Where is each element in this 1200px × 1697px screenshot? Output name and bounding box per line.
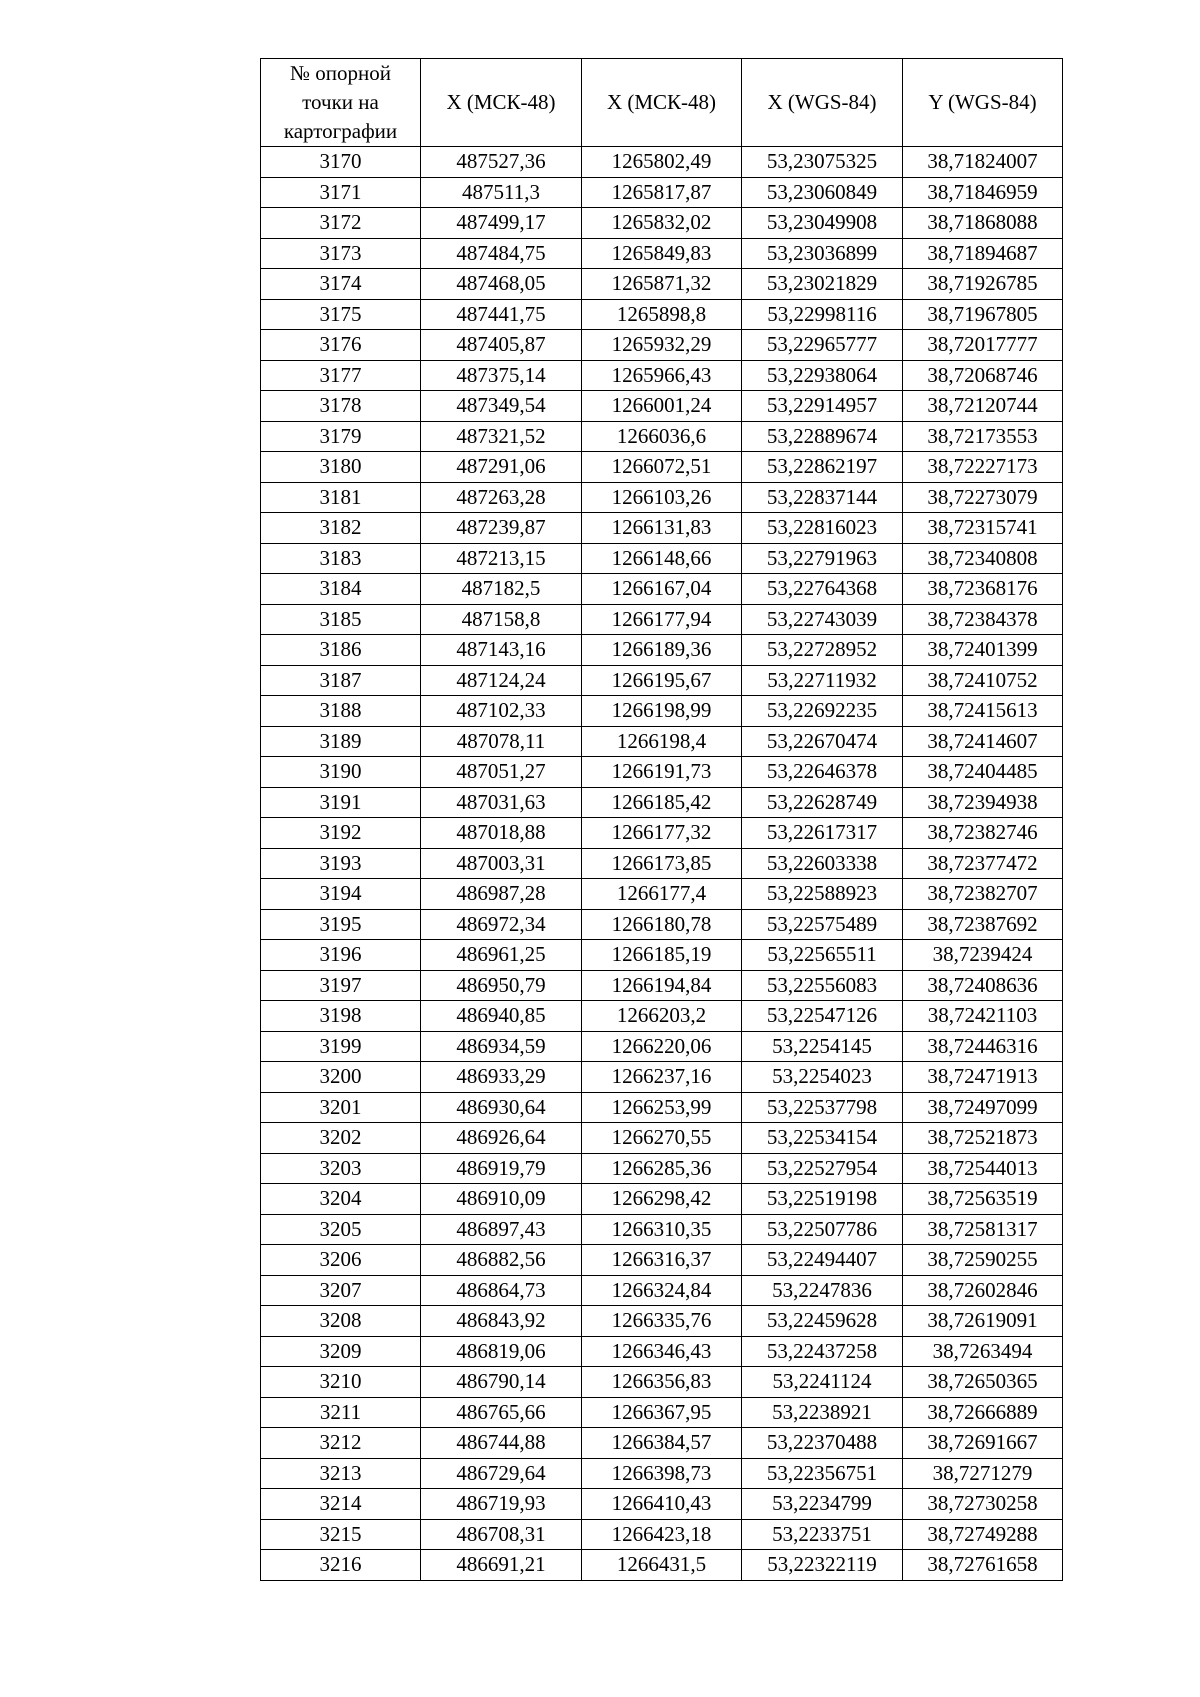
- cell-x-msk48-b: 1266185,19: [582, 940, 742, 971]
- table-row: [261, 696, 1063, 727]
- cell-point-number: 3184: [261, 574, 421, 605]
- cell-y-wgs84: 38,72401399: [903, 635, 1063, 666]
- table-row: [261, 818, 1063, 849]
- cell-y-wgs84: 38,72340808: [903, 543, 1063, 574]
- cell-x-msk48-a: 487441,75: [421, 299, 582, 330]
- table-row: [261, 421, 1063, 452]
- cell-y-wgs84: 38,71894687: [903, 238, 1063, 269]
- cell-x-msk48-a: 487182,5: [421, 574, 582, 605]
- cell-x-wgs84: 53,22494407: [742, 1245, 903, 1276]
- cell-x-msk48-a: 486961,25: [421, 940, 582, 971]
- cell-x-msk48-b: 1266367,95: [582, 1397, 742, 1428]
- cell-point-number: 3189: [261, 726, 421, 757]
- cell-x-msk48-a: 486972,34: [421, 909, 582, 940]
- header-x-wgs84: X (WGS-84): [742, 59, 903, 147]
- table-row: [261, 1397, 1063, 1428]
- header-point-number: [261, 59, 421, 147]
- cell-x-wgs84: 53,22322119: [742, 1550, 903, 1581]
- cell-y-wgs84: 38,72421103: [903, 1001, 1063, 1032]
- table-row: [261, 1031, 1063, 1062]
- cell-x-wgs84: 53,22816023: [742, 513, 903, 544]
- cell-point-number: 3199: [261, 1031, 421, 1062]
- cell-x-msk48-a: 486864,73: [421, 1275, 582, 1306]
- table-row: [261, 482, 1063, 513]
- cell-point-number: 3174: [261, 269, 421, 300]
- header-point-line-2: точки на: [302, 90, 379, 114]
- cell-x-msk48-b: 1266431,5: [582, 1550, 742, 1581]
- cell-point-number: 3198: [261, 1001, 421, 1032]
- table-row: [261, 1092, 1063, 1123]
- header-point-line-3: картографии: [283, 119, 398, 143]
- header-point-line-1: № опорной: [289, 61, 391, 85]
- cell-point-number: 3215: [261, 1519, 421, 1550]
- cell-x-msk48-a: 486930,64: [421, 1092, 582, 1123]
- cell-x-wgs84: 53,22862197: [742, 452, 903, 483]
- cell-point-number: 3211: [261, 1397, 421, 1428]
- cell-x-wgs84: 53,22743039: [742, 604, 903, 635]
- cell-y-wgs84: 38,72471913: [903, 1062, 1063, 1093]
- cell-x-msk48-b: 1266177,4: [582, 879, 742, 910]
- cell-x-msk48-b: 1266177,94: [582, 604, 742, 635]
- cell-x-msk48-b: 1266167,04: [582, 574, 742, 605]
- cell-y-wgs84: 38,72394938: [903, 787, 1063, 818]
- cell-x-msk48-b: 1266185,42: [582, 787, 742, 818]
- cell-point-number: 3192: [261, 818, 421, 849]
- table-row: [261, 940, 1063, 971]
- table-row: [261, 330, 1063, 361]
- cell-x-msk48-a: 487102,33: [421, 696, 582, 727]
- cell-point-number: 3176: [261, 330, 421, 361]
- cell-x-msk48-a: 487051,27: [421, 757, 582, 788]
- cell-point-number: 3193: [261, 848, 421, 879]
- cell-y-wgs84: 38,72521873: [903, 1123, 1063, 1154]
- cell-y-wgs84: 38,72666889: [903, 1397, 1063, 1428]
- cell-y-wgs84: 38,7239424: [903, 940, 1063, 971]
- cell-x-wgs84: 53,22692235: [742, 696, 903, 727]
- table-row: [261, 1275, 1063, 1306]
- cell-x-wgs84: 53,22519198: [742, 1184, 903, 1215]
- table-row: [261, 1184, 1063, 1215]
- cell-x-msk48-b: 1266410,43: [582, 1489, 742, 1520]
- cell-x-msk48-b: 1266398,73: [582, 1458, 742, 1489]
- cell-x-msk48-a: 486987,28: [421, 879, 582, 910]
- cell-x-msk48-a: 487349,54: [421, 391, 582, 422]
- cell-x-msk48-b: 1266298,42: [582, 1184, 742, 1215]
- table-row: [261, 1519, 1063, 1550]
- cell-point-number: 3180: [261, 452, 421, 483]
- table-row: [261, 1458, 1063, 1489]
- cell-x-msk48-b: 1266285,36: [582, 1153, 742, 1184]
- cell-y-wgs84: 38,72120744: [903, 391, 1063, 422]
- cell-y-wgs84: 38,72227173: [903, 452, 1063, 483]
- cell-x-msk48-b: 1266253,99: [582, 1092, 742, 1123]
- cell-x-msk48-b: 1266335,76: [582, 1306, 742, 1337]
- cell-point-number: 3195: [261, 909, 421, 940]
- cell-x-wgs84: 53,22547126: [742, 1001, 903, 1032]
- cell-x-msk48-a: 487003,31: [421, 848, 582, 879]
- cell-x-msk48-b: 1266195,67: [582, 665, 742, 696]
- cell-y-wgs84: 38,71846959: [903, 177, 1063, 208]
- cell-x-msk48-a: 487213,15: [421, 543, 582, 574]
- cell-y-wgs84: 38,71868088: [903, 208, 1063, 239]
- cell-x-msk48-b: 1266148,66: [582, 543, 742, 574]
- cell-x-wgs84: 53,22575489: [742, 909, 903, 940]
- table-row: [261, 665, 1063, 696]
- cell-y-wgs84: 38,72619091: [903, 1306, 1063, 1337]
- cell-y-wgs84: 38,72410752: [903, 665, 1063, 696]
- cell-x-wgs84: 53,22437258: [742, 1336, 903, 1367]
- cell-x-msk48-b: 1266180,78: [582, 909, 742, 940]
- cell-x-wgs84: 53,22646378: [742, 757, 903, 788]
- table-row: [261, 299, 1063, 330]
- cell-x-wgs84: 53,22998116: [742, 299, 903, 330]
- cell-x-msk48-a: 487321,52: [421, 421, 582, 452]
- cell-y-wgs84: 38,72368176: [903, 574, 1063, 605]
- cell-x-msk48-b: 1265932,29: [582, 330, 742, 361]
- cell-x-msk48-b: 1265871,32: [582, 269, 742, 300]
- cell-x-msk48-b: 1266237,16: [582, 1062, 742, 1093]
- cell-x-msk48-a: 486708,31: [421, 1519, 582, 1550]
- cell-point-number: 3196: [261, 940, 421, 971]
- cell-x-msk48-b: 1266423,18: [582, 1519, 742, 1550]
- cell-x-wgs84: 53,2247836: [742, 1275, 903, 1306]
- cell-point-number: 3194: [261, 879, 421, 910]
- cell-point-number: 3210: [261, 1367, 421, 1398]
- cell-point-number: 3170: [261, 147, 421, 178]
- coordinates-table: [260, 58, 1063, 1581]
- cell-x-wgs84: 53,23060849: [742, 177, 903, 208]
- cell-x-wgs84: 53,22711932: [742, 665, 903, 696]
- table-row: [261, 1306, 1063, 1337]
- cell-x-msk48-b: 1266198,99: [582, 696, 742, 727]
- cell-point-number: 3190: [261, 757, 421, 788]
- cell-y-wgs84: 38,71824007: [903, 147, 1063, 178]
- header-x-msk48-a: X (МСК-48): [421, 59, 582, 147]
- cell-x-msk48-a: 487031,63: [421, 787, 582, 818]
- cell-y-wgs84: 38,72382707: [903, 879, 1063, 910]
- cell-x-msk48-b: 1266072,51: [582, 452, 742, 483]
- table-row: [261, 269, 1063, 300]
- cell-point-number: 3206: [261, 1245, 421, 1276]
- cell-y-wgs84: 38,72017777: [903, 330, 1063, 361]
- cell-x-msk48-b: 1266103,26: [582, 482, 742, 513]
- cell-x-wgs84: 53,2238921: [742, 1397, 903, 1428]
- cell-y-wgs84: 38,72749288: [903, 1519, 1063, 1550]
- cell-point-number: 3177: [261, 360, 421, 391]
- cell-x-msk48-b: 1266324,84: [582, 1275, 742, 1306]
- cell-x-wgs84: 53,22764368: [742, 574, 903, 605]
- cell-x-msk48-b: 1265966,43: [582, 360, 742, 391]
- cell-point-number: 3212: [261, 1428, 421, 1459]
- cell-y-wgs84: 38,72590255: [903, 1245, 1063, 1276]
- cell-x-msk48-b: 1266189,36: [582, 635, 742, 666]
- cell-x-msk48-a: 486933,29: [421, 1062, 582, 1093]
- cell-x-wgs84: 53,23075325: [742, 147, 903, 178]
- cell-point-number: 3171: [261, 177, 421, 208]
- cell-x-wgs84: 53,22889674: [742, 421, 903, 452]
- cell-x-msk48-a: 487143,16: [421, 635, 582, 666]
- cell-y-wgs84: 38,72544013: [903, 1153, 1063, 1184]
- cell-point-number: 3181: [261, 482, 421, 513]
- cell-x-wgs84: 53,2254023: [742, 1062, 903, 1093]
- cell-point-number: 3203: [261, 1153, 421, 1184]
- table-row: [261, 513, 1063, 544]
- cell-x-msk48-b: 1266001,24: [582, 391, 742, 422]
- cell-x-msk48-a: 487291,06: [421, 452, 582, 483]
- table-row: [261, 1214, 1063, 1245]
- table-row: [261, 1550, 1063, 1581]
- cell-x-msk48-b: 1266191,73: [582, 757, 742, 788]
- cell-x-msk48-a: 487124,24: [421, 665, 582, 696]
- cell-x-wgs84: 53,22556083: [742, 970, 903, 1001]
- table-row: [261, 726, 1063, 757]
- table-row: [261, 1245, 1063, 1276]
- cell-x-wgs84: 53,22527954: [742, 1153, 903, 1184]
- cell-x-msk48-b: 1265898,8: [582, 299, 742, 330]
- cell-y-wgs84: 38,72384378: [903, 604, 1063, 635]
- header-y-wgs84: Y (WGS-84): [903, 59, 1063, 147]
- table-row: [261, 1489, 1063, 1520]
- cell-y-wgs84: 38,72761658: [903, 1550, 1063, 1581]
- cell-point-number: 3179: [261, 421, 421, 452]
- cell-x-wgs84: 53,2234799: [742, 1489, 903, 1520]
- cell-y-wgs84: 38,72581317: [903, 1214, 1063, 1245]
- table-row: [261, 1153, 1063, 1184]
- cell-x-msk48-a: 487018,88: [421, 818, 582, 849]
- cell-x-msk48-b: 1266036,6: [582, 421, 742, 452]
- cell-x-msk48-a: 486744,88: [421, 1428, 582, 1459]
- cell-x-msk48-a: 486843,92: [421, 1306, 582, 1337]
- table-row: [261, 1336, 1063, 1367]
- cell-x-msk48-b: 1266203,2: [582, 1001, 742, 1032]
- cell-x-wgs84: 53,22791963: [742, 543, 903, 574]
- cell-x-msk48-b: 1266316,37: [582, 1245, 742, 1276]
- cell-x-wgs84: 53,2254145: [742, 1031, 903, 1062]
- cell-x-msk48-b: 1266346,43: [582, 1336, 742, 1367]
- cell-y-wgs84: 38,72563519: [903, 1184, 1063, 1215]
- cell-point-number: 3214: [261, 1489, 421, 1520]
- cell-x-msk48-b: 1266177,32: [582, 818, 742, 849]
- cell-x-wgs84: 53,22617317: [742, 818, 903, 849]
- table-row: [261, 452, 1063, 483]
- cell-point-number: 3173: [261, 238, 421, 269]
- cell-x-msk48-b: 1266198,4: [582, 726, 742, 757]
- cell-x-msk48-b: 1266310,35: [582, 1214, 742, 1245]
- cell-x-msk48-a: 487511,3: [421, 177, 582, 208]
- cell-x-msk48-a: 487484,75: [421, 238, 582, 269]
- cell-x-wgs84: 53,23021829: [742, 269, 903, 300]
- table-row: [261, 360, 1063, 391]
- cell-y-wgs84: 38,7271279: [903, 1458, 1063, 1489]
- cell-point-number: 3216: [261, 1550, 421, 1581]
- cell-x-msk48-b: 1265817,87: [582, 177, 742, 208]
- cell-y-wgs84: 38,72446316: [903, 1031, 1063, 1062]
- cell-point-number: 3197: [261, 970, 421, 1001]
- table-row: [261, 1428, 1063, 1459]
- cell-x-wgs84: 53,22588923: [742, 879, 903, 910]
- cell-x-wgs84: 53,23036899: [742, 238, 903, 269]
- cell-y-wgs84: 38,72404485: [903, 757, 1063, 788]
- cell-y-wgs84: 38,72382746: [903, 818, 1063, 849]
- table-row: [261, 1123, 1063, 1154]
- cell-y-wgs84: 38,72173553: [903, 421, 1063, 452]
- cell-y-wgs84: 38,72068746: [903, 360, 1063, 391]
- cell-x-msk48-a: 487078,11: [421, 726, 582, 757]
- cell-point-number: 3175: [261, 299, 421, 330]
- cell-point-number: 3178: [261, 391, 421, 422]
- cell-point-number: 3201: [261, 1092, 421, 1123]
- cell-x-msk48-b: 1265802,49: [582, 147, 742, 178]
- table-row: [261, 909, 1063, 940]
- cell-x-wgs84: 53,22370488: [742, 1428, 903, 1459]
- cell-y-wgs84: 38,72315741: [903, 513, 1063, 544]
- cell-x-wgs84: 53,22914957: [742, 391, 903, 422]
- cell-x-msk48-a: 487375,14: [421, 360, 582, 391]
- cell-point-number: 3208: [261, 1306, 421, 1337]
- cell-x-msk48-a: 486719,93: [421, 1489, 582, 1520]
- table-row: [261, 757, 1063, 788]
- cell-x-msk48-a: 487158,8: [421, 604, 582, 635]
- cell-point-number: 3204: [261, 1184, 421, 1215]
- table-row: [261, 604, 1063, 635]
- cell-x-wgs84: 53,2233751: [742, 1519, 903, 1550]
- cell-x-wgs84: 53,22459628: [742, 1306, 903, 1337]
- cell-x-msk48-a: 487263,28: [421, 482, 582, 513]
- cell-x-wgs84: 53,22565511: [742, 940, 903, 971]
- cell-y-wgs84: 38,72691667: [903, 1428, 1063, 1459]
- cell-x-msk48-a: 487499,17: [421, 208, 582, 239]
- table-row: [261, 787, 1063, 818]
- table-row: [261, 147, 1063, 178]
- cell-point-number: 3172: [261, 208, 421, 239]
- cell-x-msk48-a: 486882,56: [421, 1245, 582, 1276]
- table-row: [261, 543, 1063, 574]
- cell-x-wgs84: 53,22670474: [742, 726, 903, 757]
- cell-x-msk48-b: 1266270,55: [582, 1123, 742, 1154]
- table-row: [261, 238, 1063, 269]
- header-x-msk48-b: X (МСК-48): [582, 59, 742, 147]
- table-row: [261, 1367, 1063, 1398]
- cell-y-wgs84: 38,7263494: [903, 1336, 1063, 1367]
- cell-x-msk48-b: 1266384,57: [582, 1428, 742, 1459]
- cell-point-number: 3188: [261, 696, 421, 727]
- cell-x-msk48-a: 486910,09: [421, 1184, 582, 1215]
- table-row: [261, 391, 1063, 422]
- cell-y-wgs84: 38,72377472: [903, 848, 1063, 879]
- cell-point-number: 3202: [261, 1123, 421, 1154]
- cell-x-wgs84: 53,22534154: [742, 1123, 903, 1154]
- cell-x-msk48-a: 486819,06: [421, 1336, 582, 1367]
- cell-y-wgs84: 38,72415613: [903, 696, 1063, 727]
- cell-x-wgs84: 53,22356751: [742, 1458, 903, 1489]
- cell-point-number: 3191: [261, 787, 421, 818]
- cell-x-msk48-a: 486950,79: [421, 970, 582, 1001]
- cell-point-number: 3186: [261, 635, 421, 666]
- cell-x-msk48-a: 486790,14: [421, 1367, 582, 1398]
- cell-point-number: 3213: [261, 1458, 421, 1489]
- cell-x-msk48-a: 487468,05: [421, 269, 582, 300]
- cell-x-msk48-a: 486919,79: [421, 1153, 582, 1184]
- cell-x-msk48-a: 486926,64: [421, 1123, 582, 1154]
- cell-y-wgs84: 38,72602846: [903, 1275, 1063, 1306]
- cell-x-msk48-a: 486940,85: [421, 1001, 582, 1032]
- cell-x-wgs84: 53,22728952: [742, 635, 903, 666]
- cell-x-msk48-b: 1266194,84: [582, 970, 742, 1001]
- table-row: [261, 177, 1063, 208]
- table-row: [261, 879, 1063, 910]
- cell-x-msk48-b: 1265849,83: [582, 238, 742, 269]
- cell-y-wgs84: 38,71967805: [903, 299, 1063, 330]
- table-header: [261, 59, 1063, 147]
- cell-y-wgs84: 38,72650365: [903, 1367, 1063, 1398]
- cell-x-msk48-b: 1266131,83: [582, 513, 742, 544]
- cell-point-number: 3182: [261, 513, 421, 544]
- cell-x-msk48-a: 486765,66: [421, 1397, 582, 1428]
- table-row: [261, 208, 1063, 239]
- table-row: [261, 970, 1063, 1001]
- cell-x-msk48-b: 1265832,02: [582, 208, 742, 239]
- cell-y-wgs84: 38,72414607: [903, 726, 1063, 757]
- cell-point-number: 3187: [261, 665, 421, 696]
- cell-x-wgs84: 53,22837144: [742, 482, 903, 513]
- cell-y-wgs84: 38,72387692: [903, 909, 1063, 940]
- header-row: [261, 59, 1063, 147]
- cell-y-wgs84: 38,72408636: [903, 970, 1063, 1001]
- table-row: [261, 848, 1063, 879]
- cell-x-wgs84: 53,22537798: [742, 1092, 903, 1123]
- cell-x-msk48-b: 1266356,83: [582, 1367, 742, 1398]
- cell-x-msk48-a: 487405,87: [421, 330, 582, 361]
- cell-y-wgs84: 38,72497099: [903, 1092, 1063, 1123]
- cell-point-number: 3200: [261, 1062, 421, 1093]
- cell-point-number: 3205: [261, 1214, 421, 1245]
- cell-y-wgs84: 38,72273079: [903, 482, 1063, 513]
- cell-x-msk48-a: 486897,43: [421, 1214, 582, 1245]
- cell-point-number: 3209: [261, 1336, 421, 1367]
- cell-x-msk48-a: 486729,64: [421, 1458, 582, 1489]
- cell-x-wgs84: 53,22938064: [742, 360, 903, 391]
- table-row: [261, 635, 1063, 666]
- cell-x-wgs84: 53,22507786: [742, 1214, 903, 1245]
- cell-x-wgs84: 53,22965777: [742, 330, 903, 361]
- cell-x-msk48-a: 486934,59: [421, 1031, 582, 1062]
- table-row: [261, 1001, 1063, 1032]
- table-row: [261, 1062, 1063, 1093]
- cell-point-number: 3185: [261, 604, 421, 635]
- cell-point-number: 3183: [261, 543, 421, 574]
- cell-x-msk48-a: 487239,87: [421, 513, 582, 544]
- cell-x-wgs84: 53,2241124: [742, 1367, 903, 1398]
- cell-y-wgs84: 38,71926785: [903, 269, 1063, 300]
- cell-x-msk48-b: 1266173,85: [582, 848, 742, 879]
- table-body: [261, 147, 1063, 1581]
- cell-x-wgs84: 53,22628749: [742, 787, 903, 818]
- cell-y-wgs84: 38,72730258: [903, 1489, 1063, 1520]
- cell-x-msk48-a: 486691,21: [421, 1550, 582, 1581]
- cell-x-msk48-b: 1266220,06: [582, 1031, 742, 1062]
- cell-x-wgs84: 53,22603338: [742, 848, 903, 879]
- cell-x-wgs84: 53,23049908: [742, 208, 903, 239]
- table-row: [261, 574, 1063, 605]
- cell-x-msk48-a: 487527,36: [421, 147, 582, 178]
- cell-point-number: 3207: [261, 1275, 421, 1306]
